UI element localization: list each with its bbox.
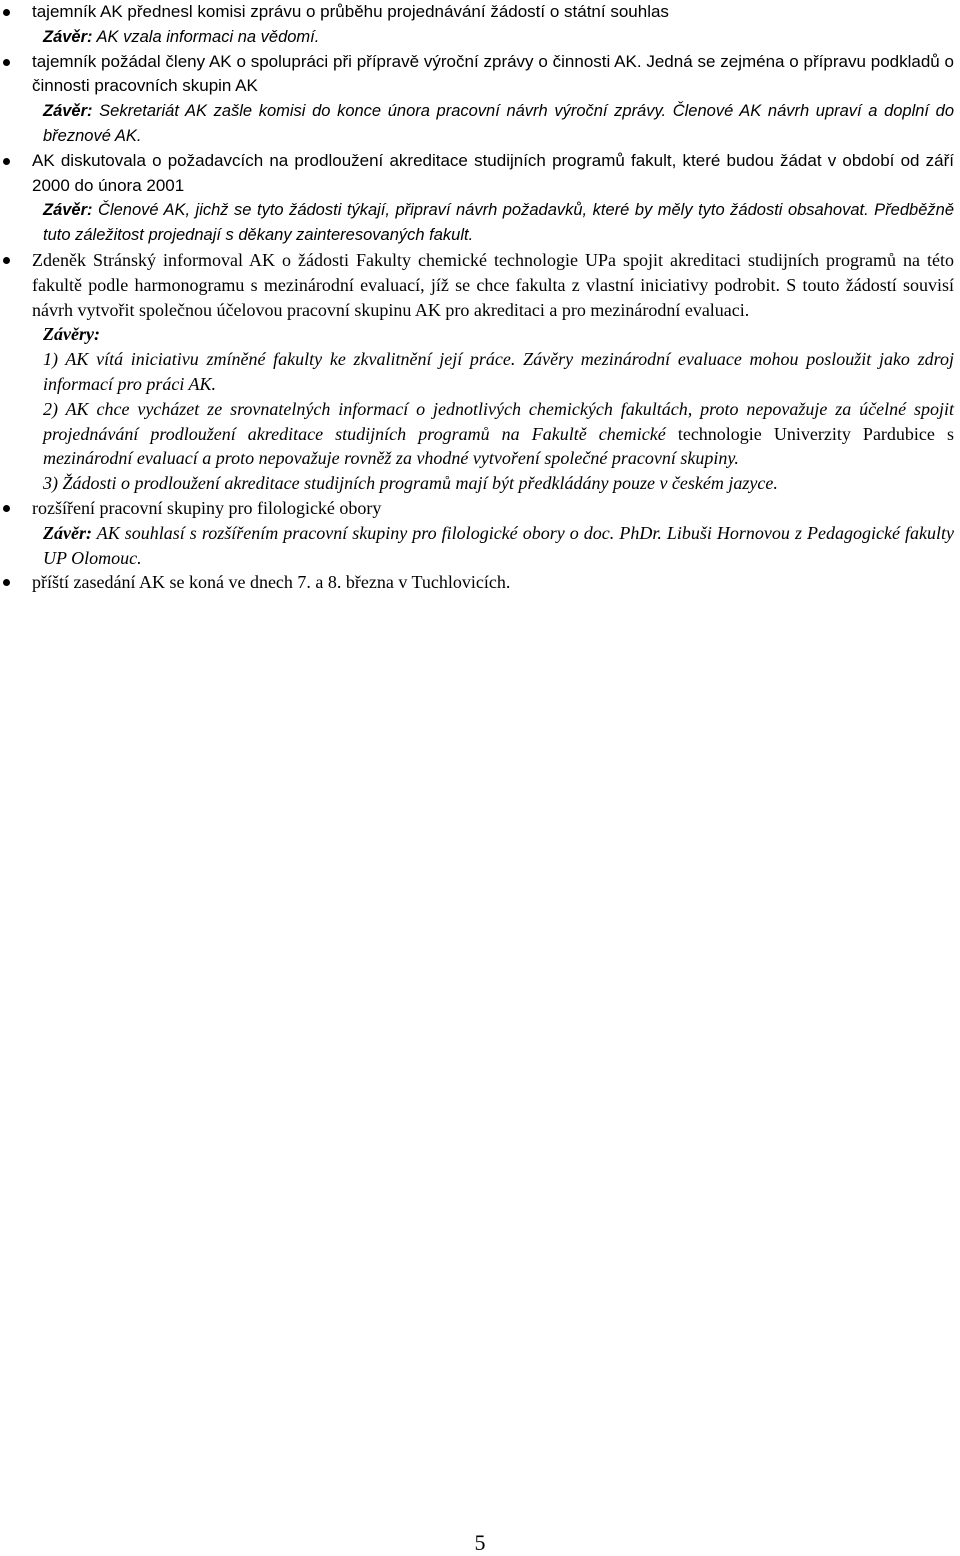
list-item xyxy=(0,570,960,595)
conclusion xyxy=(0,198,960,248)
item-text: Zdeněk Stránský informoval AK o žádosti Fakulty chemické technologie UPa spojit akreditaci studijních programů na této fakultě podle harmonogramu s mezinárodní evaluací, jíž se chce fakulta z vlastní iniciativy podrobit. S touto žádostí souvisí návrh vytvořit společnou účelovou pracovní skupinu AK pro akreditaci a pro mezinárodní evaluaci. xyxy=(32,249,954,320)
conclusion-point-text: mezinárodní evaluací a proto nepovažuje rovněž za vhodné vytvoření společné pracovní skupiny. xyxy=(43,448,739,469)
list-item xyxy=(0,50,960,100)
conclusion-text: Sekretariát AK zašle komisi do konce února pracovní návrh výroční zprávy. Členové AK návrh upraví a doplní do březnové AK. xyxy=(43,102,954,145)
item-text: příští zasedání AK se koná ve dnech 7. a 8. března v Tuchlovicích. xyxy=(32,572,511,593)
bullet-icon xyxy=(3,579,10,586)
bullet-icon xyxy=(3,505,10,512)
conclusion-label: Závěr: xyxy=(43,522,92,543)
conclusion-text: AK souhlasí s rozšířením pracovní skupiny pro filologické obory o doc. PhDr. Libuši Hornovou z Pedagogické fakulty UP Olomouc. xyxy=(43,522,954,568)
item-text: rozšíření pracovní skupiny pro filologické obory xyxy=(32,497,382,518)
conclusion-point-text: 2) AK chce vycházet ze srovnatelných informací o jednotlivých chemických fakultách, proto nepovažuje za účelné spojit projednávání prodloužení akreditace studijních programů na Fakultě chemické xyxy=(43,398,954,444)
conclusion-label: Závěr: xyxy=(43,27,93,46)
conclusion-label: Závěr: xyxy=(43,102,93,121)
conclusion-label: Závěr: xyxy=(43,201,93,220)
conclusion xyxy=(0,99,960,149)
item-text: tajemník AK přednesl komisi zprávu o průběhu projednávání žádostí o státní souhlas xyxy=(32,2,669,21)
item-text: AK diskutovala o požadavcích na prodloužení akreditace studijních programů fakult, které budou žádat v období od září 2000 do února 2001 xyxy=(32,150,954,195)
conclusion-point xyxy=(0,347,960,397)
conclusion-text: Členové AK, jichž se tyto žádosti týkají, připraví návrh požadavků, které by měly tyto žádosti obsahovat. Předběžně tuto záležitost projednají s děkany zainteresovaných fakult. xyxy=(43,201,954,245)
conclusion xyxy=(0,521,960,571)
conclusion xyxy=(0,25,960,50)
conclusion-point xyxy=(0,397,960,471)
list-item xyxy=(0,248,960,322)
item-text: tajemník požádal členy AK o spolupráci při přípravě výroční zprávy o činnosti AK. Jedná se zejména o přípravu podkladů o činnosti pracovních skupin AK xyxy=(32,51,954,96)
conclusion xyxy=(0,322,960,347)
bullet-icon xyxy=(3,9,10,16)
list-item xyxy=(0,0,960,25)
bullet-icon xyxy=(3,257,10,264)
list-item xyxy=(0,496,960,521)
agenda-list xyxy=(0,0,960,595)
conclusion-point-text: 3) Žádosti o prodloužení akreditace studijních programů mají být předkládány pouze v českém jazyce. xyxy=(43,473,778,494)
bullet-icon xyxy=(3,59,10,66)
conclusion-point-upright-text: technologie Univerzity Pardubice s xyxy=(677,423,954,444)
conclusion-point-text: 1) AK vítá iniciativu zmíněné fakulty ke zkvalitnění její práce. Závěry mezinárodní evaluace mohou posloužit jako zdroj informací pro práci AK. xyxy=(43,349,954,394)
conclusion-point xyxy=(0,471,960,496)
bullet-icon xyxy=(3,158,10,165)
conclusion-text: AK vzala informaci na vědomí. xyxy=(92,27,320,46)
page-number: 5 xyxy=(474,1530,486,1555)
list-item xyxy=(0,149,960,199)
conclusion-label: Závěry: xyxy=(43,324,100,345)
